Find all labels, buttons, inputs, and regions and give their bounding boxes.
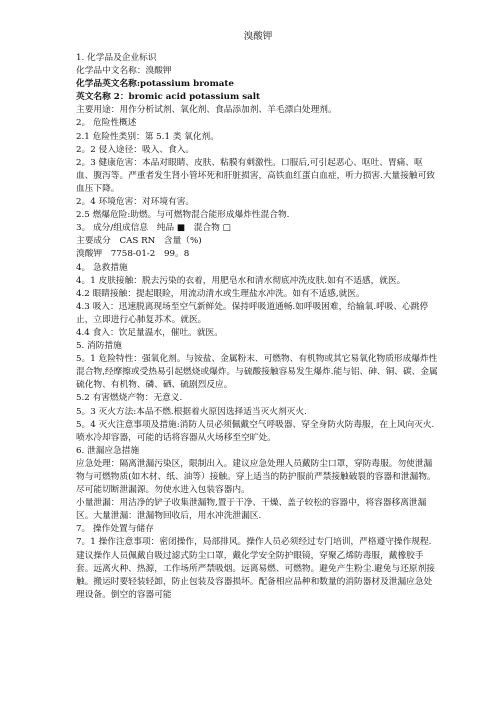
text-line: 2。4 环境危害：对环境有害。 [76,197,195,208]
text-line: 5.2 有害燃烧产物：无意义. [76,393,183,404]
text-line: 2.5 燃爆危险:助燃。与可燃物混合能形成爆炸性混合物. [76,210,290,221]
section-heading: 2。 危险性概述 [76,118,137,129]
section-heading: 5. 消防措施 [76,341,122,352]
section-heading: 4。 急救措施 [76,262,128,273]
section-heading: 6. 泄漏应急措施 [76,445,140,456]
section-heading: 3。 成分/组成信息 纯品 ■ 混合物 □ [76,223,231,234]
text-line: 化学品中文名称：溴酸钾 [76,66,172,77]
text-line: 2.1 危险性类别：第 5.1 类 氧化剂。 [76,131,219,142]
text-paragraph: 7。1 操作注意事项：密闭操作，局部排风。操作人员必须经过专门培训，严格遵守操作规程.建议操作人员佩戴自吸过滤式防尘口罩，戴化学安全防护眼镜，穿聚乙烯防毒服，戴橡胶手套。远离火种、热源，工作场所严禁吸烟。远离易燃、可燃物。避免产生粉尘.避免与还原剂接触。搬运时要轻装轻卸，防止包装及容器损坏。配备相应品种和数量的消防器材及泄漏应急处理设备。倒空的容器可能 [76,537,435,600]
text-line: 化学品英文名称:potassium bromate [76,79,234,90]
text-paragraph: 4。1 皮肤接触：脱去污染的衣着，用肥皂水和清水彻底冲洗皮肤.如有不适感，就医。 [76,275,406,286]
text-line: 主要用途：用作分析试剂、氧化剂、食品添加剂、羊毛漂白处理剂。 [76,105,337,116]
text-paragraph: 5。4 灭火注意事项及措施:消防人员必须佩戴空气呼吸器、穿全身防火防毒服，在上风向灭火.喷水冷却容器，可能的话将容器从火场移至空旷处。 [76,419,435,443]
section-heading: 1. 化学品及企业标识 [76,53,157,63]
text-line: 4.4 食入：饮足量温水，催吐。就医。 [76,327,223,338]
section-heading: 7。 操作处置与储存 [76,524,154,535]
text-paragraph: 应急处理：隔离泄漏污染区，限制出入。建议应急处理人员戴防尘口罩，穿防毒服。勿使泄漏物与可燃物质(如木材、纸、油等）接触。穿上适当的防护服前严禁接触破裂的容器和泄漏物。尽可能切断泄漏源。勿使水进入包装容器内。 [76,458,436,496]
text-paragraph: 5。1 危险特性：强氧化剂。与铵盐、金属粉末、可燃物、有机物或其它易氧化物质形成爆炸性混合物,经摩擦或受热易引起燃烧或爆炸。与硫酸接触容易发生爆炸.能与铝、砷、铜、碳、金属硫化物、有机物、磷、硒、硫剧烈反应。 [76,354,438,391]
document-title: 溴酸钾 [243,31,273,42]
text-paragraph: 小量泄漏：用洁净的铲子收集泄漏物,置于干净、干燥、盖子较松的容器中，将容器移离泄漏区。大量泄漏：泄漏物回收后，用水冲洗泄漏区. [76,498,427,522]
text-paragraph: 2。3 健康危害：本品对眼睛、皮肤、粘膜有刺激性。口服后,可引起恶心、呕吐、胃痛、呕血、腹泻等。严重者发生肾小管坏死和肝脏损害，高铁血红蛋白血症，听力损害.大量接触可致血压下降。 [76,157,435,194]
text-line: 4.2 眼睛接触：提起眼睑，用流动清水或生理盐水冲洗。如有不适感,就医。 [76,288,365,299]
text-line: 2。2 侵入途径：吸入、食入。 [76,144,195,155]
text-line: 溴酸钾 7758-01-2 99。8 [76,249,190,260]
text-line: 英文名称 2：bromic acid potassium salt [76,92,261,103]
text-line: 主要成分 CAS RN 含量（%) [76,236,202,247]
text-paragraph: 4.3 吸入：迅速脱离现场至空气新鲜处。保持呼吸道通畅.如呼吸困难，给输氧.呼吸、心跳停止，立即进行心肺复苏术。就医。 [76,301,429,325]
text-line: 5。3 灭火方法:本品不燃.根据着火原因选择适当灭火剂灭火. [76,406,307,417]
